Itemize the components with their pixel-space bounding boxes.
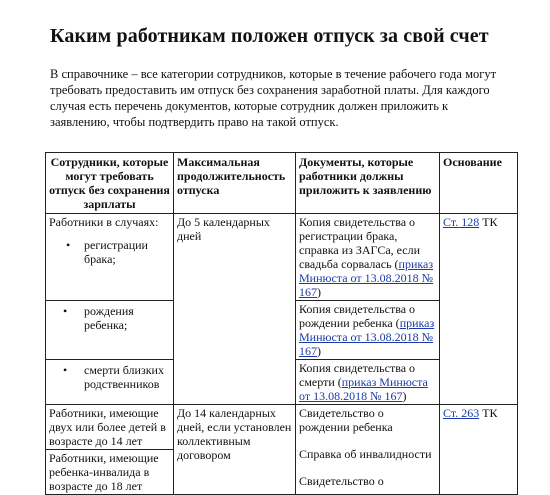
- header-basis: Основание: [440, 153, 518, 214]
- basis-suffix: ТК: [479, 215, 498, 229]
- case-label: регистрации брака;: [84, 238, 148, 266]
- document-text: Копия свидетельства о смерти (: [299, 361, 416, 389]
- order-link[interactable]: приказ Минюста от 13.08.2018 № 167: [299, 257, 434, 299]
- document-text-end: ): [317, 285, 321, 299]
- cell-employees-two-children: Работники, имеющие двух или более детей в возрасте до 14 лет: [46, 405, 174, 450]
- document-item: Свидетельство о рождении ребенка: [299, 406, 393, 434]
- article-link[interactable]: Ст. 263: [443, 406, 480, 420]
- header-documents: Документы, которые работники должны приложить к заявлению: [296, 153, 440, 214]
- document-item: Справка об инвалидности: [299, 447, 432, 461]
- cell-employees-disabled-child: Работники, имеющие ребенка-инвалида в возрасте до 18 лет: [46, 450, 174, 495]
- list-item: [49, 229, 170, 272]
- bullet-icon: •: [63, 304, 68, 318]
- list-item: [46, 360, 174, 405]
- case-label: смерти близких родственников: [84, 363, 164, 391]
- document-text: Копия свидетельства о регистрации брака, справка из ЗАГСа, если свадьба сорвалась (: [299, 215, 421, 271]
- order-link[interactable]: приказ Минюста от 13.08.2018 № 167: [299, 316, 435, 358]
- document-text-end: ): [402, 389, 407, 403]
- document-item: Свидетельство о: [299, 474, 384, 488]
- document-text-end: ): [317, 344, 321, 358]
- cell-documents: [296, 301, 440, 360]
- cell-duration: До 5 календарных дней: [174, 214, 296, 405]
- intro-paragraph: В справочнике – все категории сотрудников, которые в течение рабочего года могут требовать предоставить им отпуск без сохранения заработной платы. Для каждого случая есть перечень документов, которые сотрудник должен приложить к заявлению, чтобы подтвердить право на такой отпуск.: [50, 67, 497, 129]
- basis-suffix: ТК: [479, 406, 498, 420]
- cell-duration: До 14 календарных дней, если установлен коллективным договором: [174, 405, 296, 495]
- cell-group-heading: [46, 214, 174, 301]
- document-text: Копия свидетельства о рождении ребенка (: [299, 302, 416, 330]
- table-row: [46, 405, 518, 450]
- cell-documents: [296, 214, 440, 301]
- article-link[interactable]: Ст. 128: [443, 215, 480, 229]
- leave-table: [45, 152, 518, 495]
- order-link[interactable]: приказ Минюста от 13.08.2018 № 167: [299, 375, 428, 403]
- bullet-icon: •: [66, 238, 71, 252]
- table-row: [46, 214, 518, 301]
- cell-documents: [296, 405, 440, 495]
- bullet-icon: •: [63, 363, 68, 377]
- cell-documents: [296, 360, 440, 405]
- page-title: Каким работникам положен отпуск за свой счет: [50, 25, 489, 47]
- header-duration: Максимальная продолжительность отпуска: [174, 153, 296, 214]
- cell-basis: [440, 214, 518, 405]
- table-header-row: [46, 153, 518, 214]
- group-heading: Работники в случаях:: [49, 215, 159, 229]
- header-employees: Сотрудники, которые могут требовать отпуск без сохранения зарплаты: [46, 153, 174, 214]
- cell-basis: [440, 405, 518, 495]
- case-label: рождения ребенка;: [84, 304, 134, 332]
- list-item: [46, 301, 174, 360]
